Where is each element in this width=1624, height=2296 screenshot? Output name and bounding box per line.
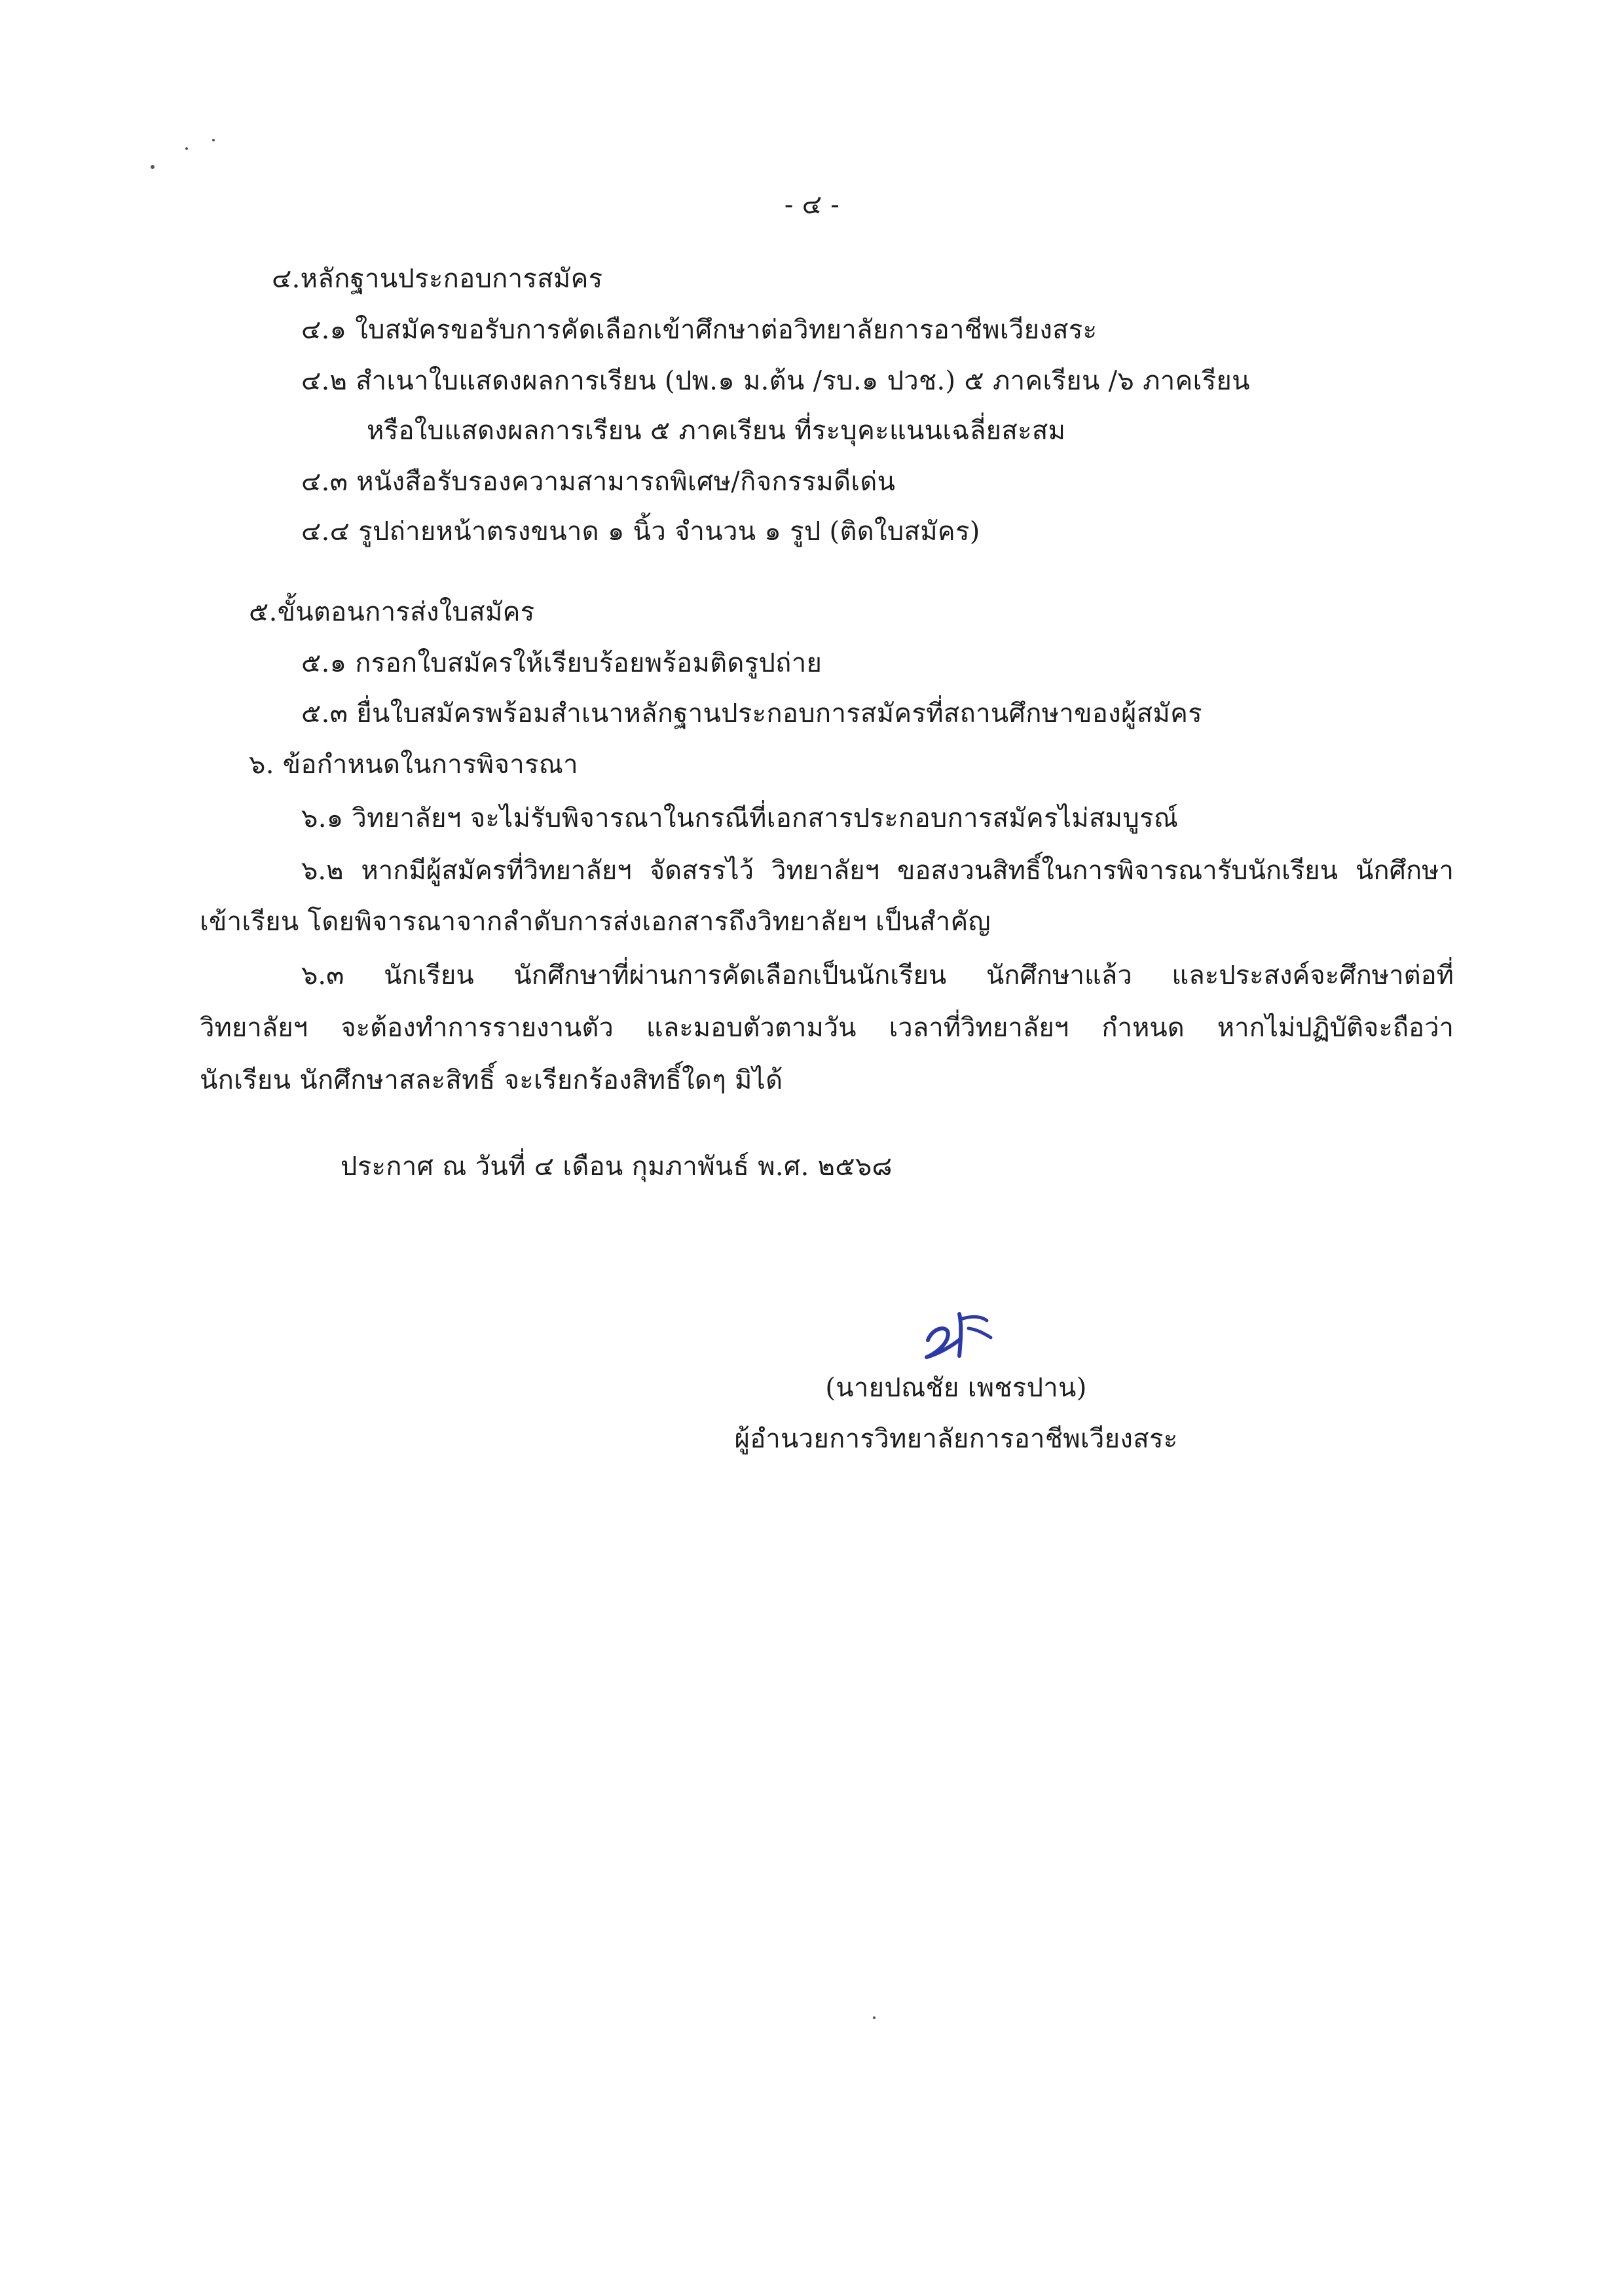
signatory-title: ผู้อำนวยการวิทยาลัยการอาชีพเวียงสระ [734, 1424, 1178, 1454]
scan-speck [873, 2016, 876, 2019]
section-6-item-3-line-2: วิทยาลัยฯ จะต้องทำการรายงานตัว และมอบตัวตามวัน เวลาที่วิทยาลัยฯ กำหนด หากไม่ปฏิบัติจะถือว่า [200, 1013, 1454, 1043]
section-4-heading: ๔.หลักฐานประกอบการสมัคร [272, 264, 603, 294]
section-4-item-1: ๔.๑ ใบสมัครขอรับการคัดเลือกเข้าศึกษาต่อวิทยาลัยการอาชีพเวียงสระ [301, 315, 1098, 345]
page-number: - ๔ - [784, 190, 840, 220]
section-4-item-2-continuation: หรือใบแสดงผลการเรียน ๕ ภาคเรียน ที่ระบุคะแนนเฉลี่ยสะสม [367, 416, 1066, 446]
section-6-item-3-line-1: ๖.๓ นักเรียน นักศึกษาที่ผ่านการคัดเลือกเป็นนักเรียน นักศึกษาแล้ว และประสงค์จะศึกษาต่อที่ [301, 960, 1454, 991]
section-4-item-3: ๔.๓ หนังสือรับรองความสามารถพิเศษ/กิจกรรมดีเด่น [301, 467, 896, 497]
section-6-item-2-line-1: ๖.๒ หากมีผู้สมัครที่วิทยาลัยฯ จัดสรรไว้ วิทยาลัยฯ ขอสงวนสิทธิ์ในการพิจารณารับนักเรียน นักศึกษา [301, 856, 1454, 886]
section-6-item-3-line-3: นักเรียน นักศึกษาสละสิทธิ์ จะเรียกร้องสิทธิ์ใดๆ มิได้ [200, 1065, 783, 1095]
section-6-heading: ๖. ข้อกำหนดในการพิจารณา [249, 750, 578, 780]
section-5-item-1: ๕.๑ กรอกใบสมัครให้เรียบร้อยพร้อมติดรูปถ่าย [301, 648, 822, 678]
section-6-item-2-line-2: เข้าเรียน โดยพิจารณาจากลำดับการส่งเอกสารถึงวิทยาลัยฯ เป็นสำคัญ [200, 907, 991, 937]
section-6-item-1: ๖.๑ วิทยาลัยฯ จะไม่รับพิจารณาในกรณีที่เอกสารประกอบการสมัครไม่สมบูรณ์ [301, 803, 1179, 833]
announcement-date: ประกาศ ณ วันที่ ๔ เดือน กุมภาพันธ์ พ.ศ. ๒๕๖๘ [341, 1152, 893, 1182]
scan-speck [212, 139, 215, 141]
section-5-item-2: ๕.๓ ยื่นใบสมัครพร้อมสำเนาหลักฐานประกอบการสมัครที่สถานศึกษาของผู้สมัคร [301, 699, 1202, 729]
signatory-name: (นายปณชัย เพชรปาน) [825, 1373, 1087, 1403]
section-4-item-2: ๔.๒ สำเนาใบแสดงผลการเรียน (ปพ.๑ ม.ต้น /รบ.๑ ปวช.) ๕ ภาคเรียน /๖ ภาคเรียน [301, 366, 1250, 396]
scan-speck [185, 147, 188, 150]
section-4-item-4: ๔.๔ รูปถ่ายหน้าตรงขนาด ๑ นิ้ว จำนวน ๑ รูป (ติดใบสมัคร) [301, 517, 980, 547]
scan-speck [151, 165, 155, 169]
signature-mark [913, 1300, 1005, 1365]
section-5-heading: ๕.ขั้นตอนการส่งใบสมัคร [249, 597, 535, 627]
